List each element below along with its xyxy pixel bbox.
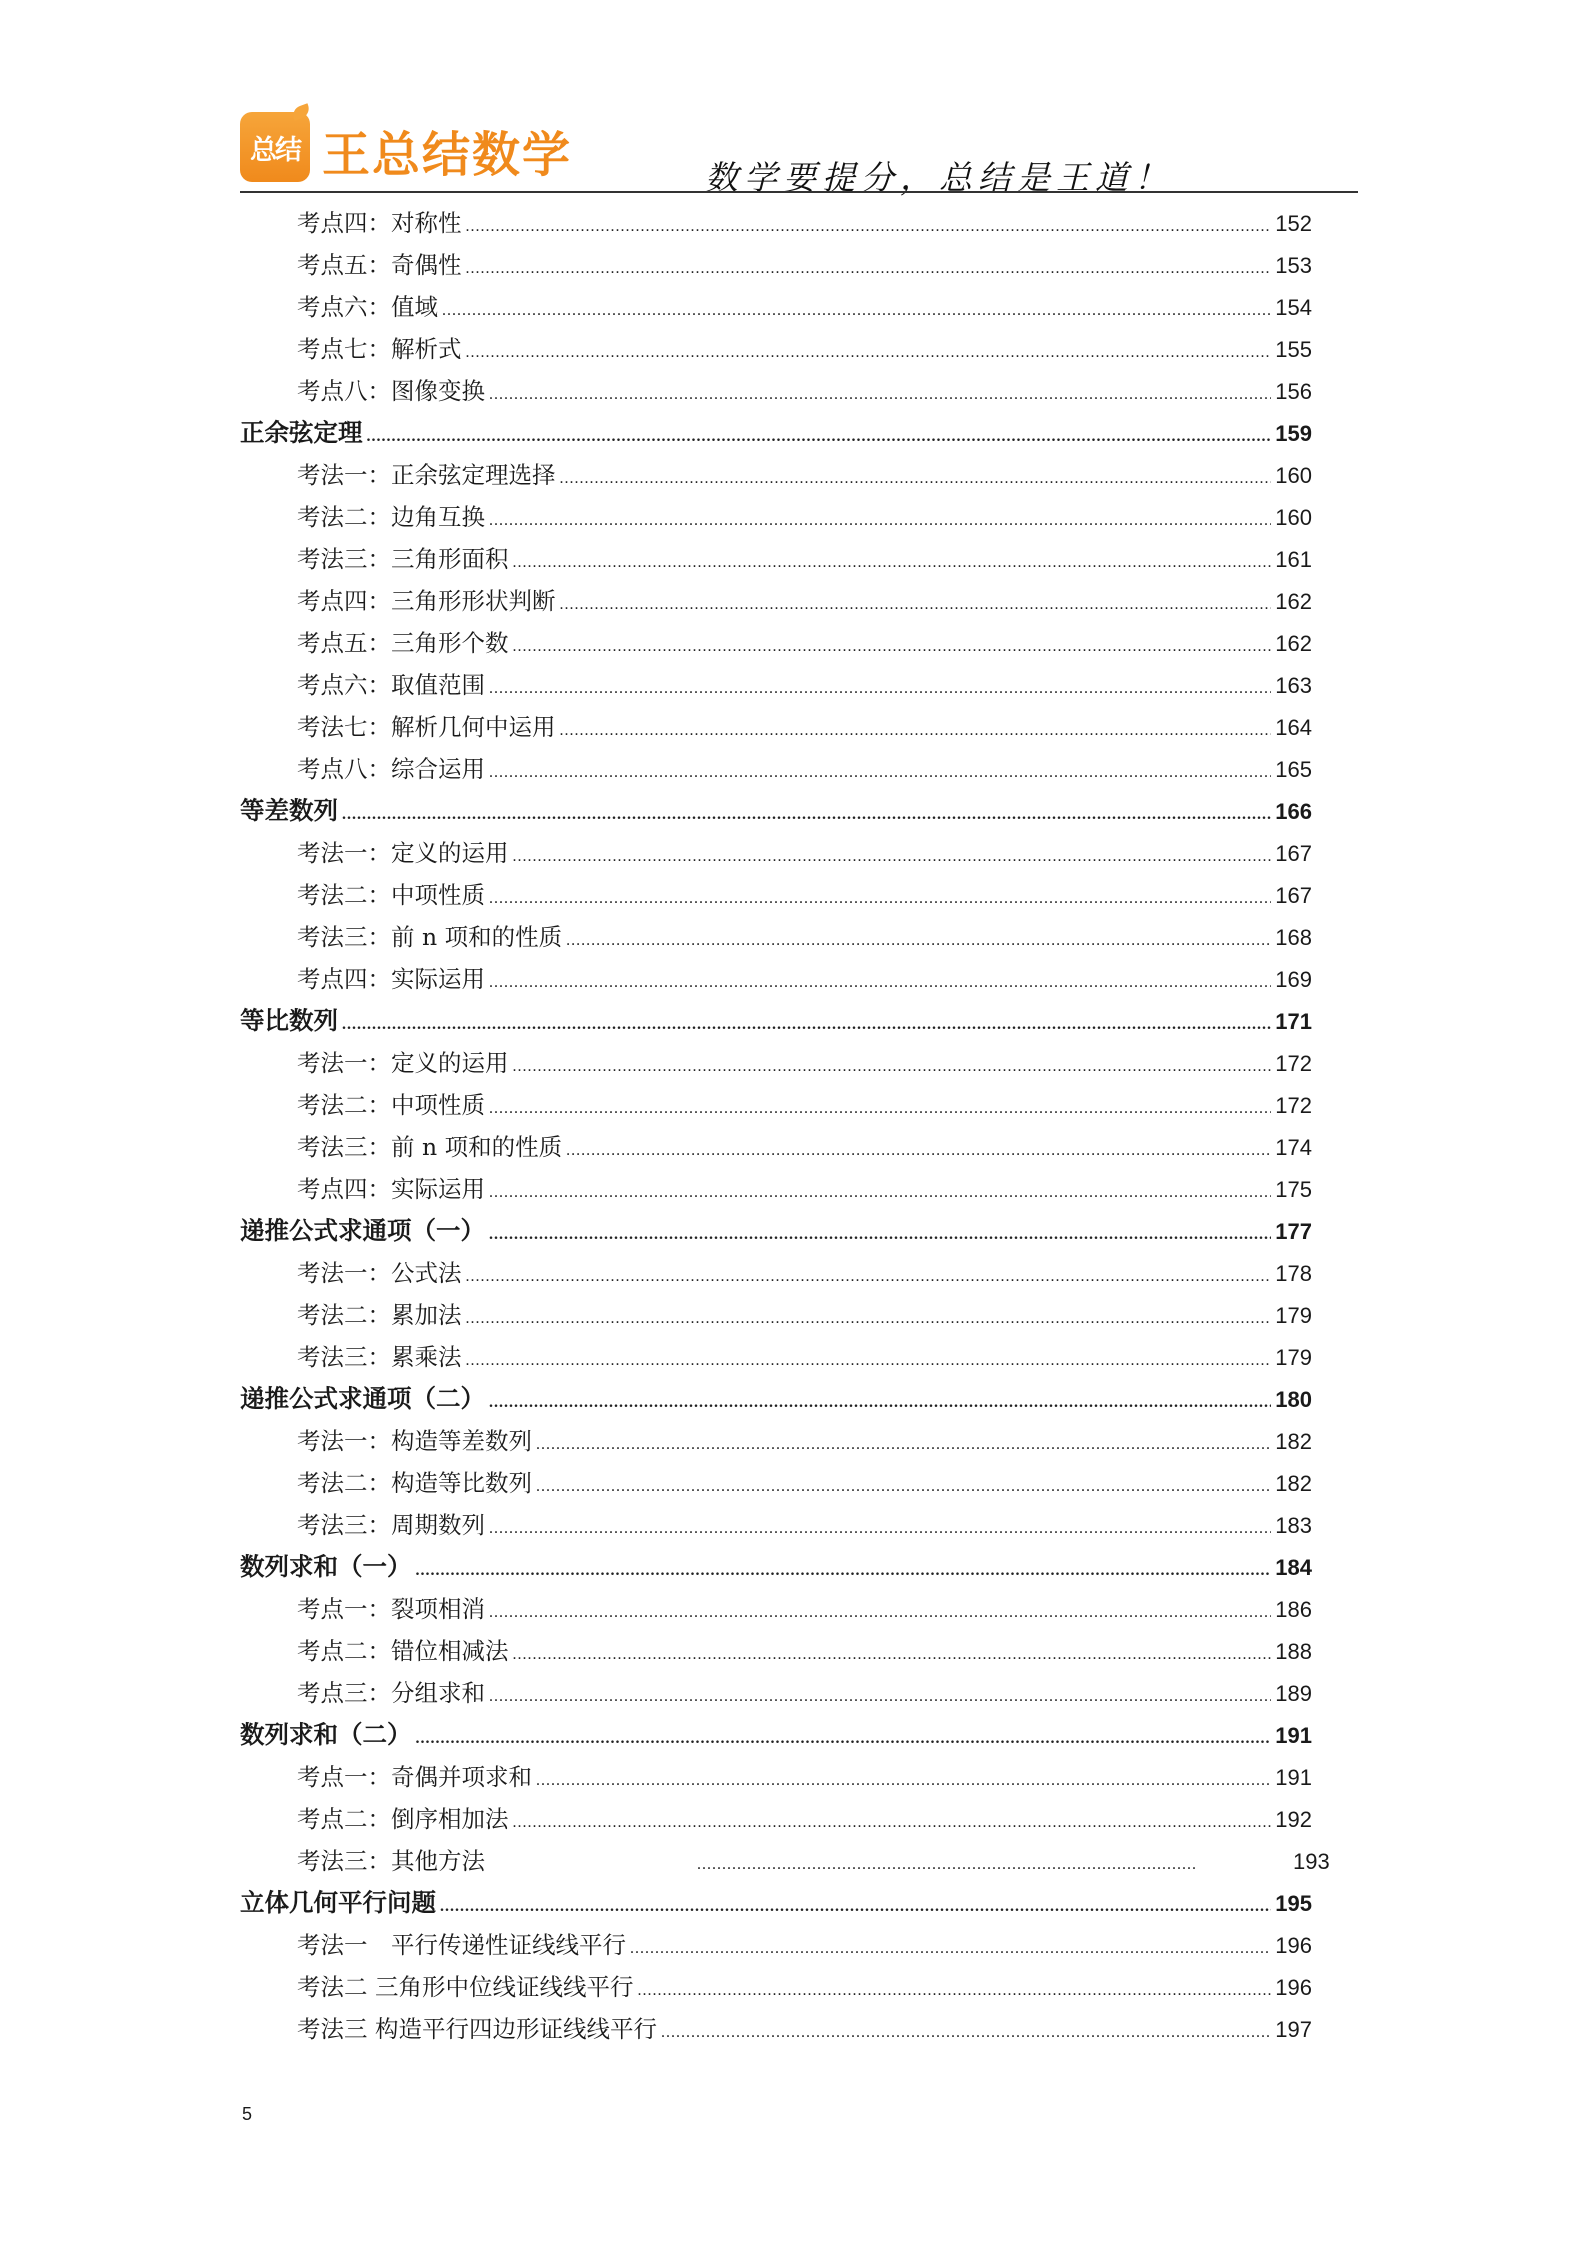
logo-badge bbox=[240, 112, 310, 182]
toc-entry-label: 考点八：图像变换 bbox=[297, 377, 485, 405]
toc-entry-page-number: 161 bbox=[1275, 547, 1312, 572]
toc-entry-page-number: 192 bbox=[1275, 1807, 1312, 1832]
toc-entry-page-number: 183 bbox=[1275, 1513, 1312, 1538]
toc-chapter-entry[interactable] bbox=[240, 1380, 1312, 1422]
toc-entry-page-number: 178 bbox=[1275, 1261, 1312, 1286]
dot-leader bbox=[489, 1688, 1271, 1706]
dot-leader bbox=[489, 974, 1271, 992]
toc-section-entry[interactable] bbox=[240, 372, 1312, 414]
toc-entry-label: 数列求和（一） bbox=[240, 1552, 412, 1581]
page-header bbox=[240, 108, 1358, 197]
toc-entry-page-number: 162 bbox=[1275, 589, 1312, 614]
dot-leader bbox=[489, 1100, 1271, 1118]
toc-chapter-entry[interactable] bbox=[240, 1716, 1312, 1758]
toc-entry-page-number: 171 bbox=[1275, 1009, 1312, 1034]
dot-leader bbox=[513, 1814, 1272, 1832]
toc-section-entry[interactable] bbox=[240, 330, 1312, 372]
dot-leader bbox=[489, 764, 1271, 782]
dot-leader bbox=[440, 1898, 1271, 1916]
dot-leader bbox=[367, 428, 1272, 446]
toc-section-entry[interactable] bbox=[240, 1926, 1312, 1968]
toc-entry-label: 考点六：值域 bbox=[297, 293, 438, 321]
dot-leader bbox=[489, 1184, 1271, 1202]
dot-leader bbox=[560, 470, 1272, 488]
toc-entry-page-number: 156 bbox=[1275, 379, 1312, 404]
toc-entry-page-number: 188 bbox=[1275, 1639, 1312, 1664]
toc-entry-label: 考点八：综合运用 bbox=[297, 755, 485, 783]
toc-entry-page-number: 153 bbox=[1275, 253, 1312, 278]
toc-entry-label: 考法二：边角互换 bbox=[297, 503, 485, 531]
toc-section-entry[interactable] bbox=[240, 1044, 1312, 1086]
toc-entry-page-number: 196 bbox=[1275, 1975, 1312, 2000]
toc-chapter-entry[interactable] bbox=[240, 1002, 1312, 1044]
toc-entry-page-number: 169 bbox=[1275, 967, 1312, 992]
toc-entry-label: 等比数列 bbox=[240, 1006, 338, 1035]
toc-entry-page-number: 160 bbox=[1275, 463, 1312, 488]
toc-entry-label: 考点五：奇偶性 bbox=[297, 251, 462, 279]
dot-leader bbox=[536, 1478, 1271, 1496]
toc-entry-page-number: 177 bbox=[1275, 1219, 1312, 1244]
toc-chapter-entry[interactable] bbox=[240, 414, 1312, 456]
logo-badge-text: 总结 bbox=[250, 134, 300, 166]
toc-section-entry[interactable] bbox=[240, 1590, 1312, 1632]
toc-entry-page-number: 184 bbox=[1275, 1555, 1312, 1580]
dot-leader bbox=[536, 1772, 1271, 1790]
toc-entry-label: 考点一：裂项相消 bbox=[297, 1595, 485, 1623]
toc-entry-label: 考法二：累加法 bbox=[297, 1301, 462, 1329]
dot-leader bbox=[342, 1016, 1271, 1034]
toc-entry-page-number: 172 bbox=[1275, 1051, 1312, 1076]
header-divider bbox=[240, 191, 1358, 193]
dot-leader bbox=[489, 1226, 1271, 1244]
dot-leader bbox=[513, 1646, 1272, 1664]
toc-entry-label: 考点四：对称性 bbox=[297, 209, 462, 237]
toc-entry-page-number: 155 bbox=[1275, 337, 1312, 362]
toc-section-entry[interactable] bbox=[240, 834, 1312, 876]
toc-section-entry[interactable] bbox=[240, 498, 1312, 540]
toc-section-entry[interactable] bbox=[240, 1086, 1312, 1128]
toc-section-entry[interactable] bbox=[240, 708, 1312, 750]
dot-leader bbox=[637, 1982, 1271, 2000]
toc-entry-label: 考法三 构造平行四边形证线线平行 bbox=[297, 2015, 657, 2043]
toc-entry-page-number: 191 bbox=[1275, 1765, 1312, 1790]
toc-entry-label: 考法一 平行传递性证线线平行 bbox=[297, 1931, 626, 1959]
dot-leader bbox=[416, 1562, 1272, 1580]
toc-entry-page-number: 195 bbox=[1275, 1891, 1312, 1916]
toc-entry-page-number: 189 bbox=[1275, 1681, 1312, 1706]
toc-entry-label: 立体几何平行问题 bbox=[240, 1888, 436, 1917]
toc-section-entry[interactable] bbox=[240, 1674, 1312, 1716]
dot-leader bbox=[489, 1604, 1271, 1622]
toc-entry-page-number: 160 bbox=[1275, 505, 1312, 530]
toc-entry-label: 考法二 三角形中位线证线线平行 bbox=[297, 1973, 634, 2001]
toc-entry-page-number: 180 bbox=[1275, 1387, 1312, 1412]
toc-entry-label: 考法一：定义的运用 bbox=[297, 839, 509, 867]
brand-name: 王总结数学 bbox=[322, 127, 573, 183]
dot-leader bbox=[489, 386, 1271, 404]
toc-section-entry[interactable] bbox=[240, 876, 1312, 918]
toc-entry-page-number: 159 bbox=[1275, 421, 1312, 446]
toc-entry-page-number: 152 bbox=[1275, 211, 1312, 236]
toc-section-entry[interactable] bbox=[240, 1506, 1312, 1548]
toc-section-entry[interactable] bbox=[240, 624, 1312, 666]
toc-entry-label: 递推公式求通项（一） bbox=[240, 1216, 485, 1245]
dot-leader bbox=[536, 1436, 1271, 1454]
toc-entry-page-number: 168 bbox=[1275, 925, 1312, 950]
table-of-contents bbox=[240, 204, 1330, 2052]
toc-section-entry[interactable] bbox=[240, 1842, 1330, 1884]
dot-leader bbox=[566, 932, 1271, 950]
dot-leader bbox=[560, 722, 1272, 740]
dot-leader bbox=[466, 218, 1272, 236]
toc-entry-label: 考点五：三角形个数 bbox=[297, 629, 509, 657]
toc-entry-label: 正余弦定理 bbox=[240, 418, 363, 447]
toc-chapter-entry[interactable] bbox=[240, 792, 1312, 834]
toc-section-entry[interactable] bbox=[240, 456, 1312, 498]
toc-entry-label: 考法三：前 n 项和的性质 bbox=[297, 1133, 563, 1161]
toc-section-entry[interactable] bbox=[240, 1296, 1312, 1338]
toc-entry-label: 考法三：其他方法 bbox=[297, 1847, 485, 1875]
toc-entry-label: 等差数列 bbox=[240, 796, 338, 825]
toc-section-entry[interactable] bbox=[240, 582, 1312, 624]
dot-leader bbox=[513, 638, 1272, 656]
dot-leader bbox=[661, 2024, 1271, 2042]
toc-section-entry[interactable] bbox=[240, 1968, 1312, 2010]
toc-section-entry[interactable] bbox=[240, 1338, 1312, 1380]
toc-entry-page-number: 175 bbox=[1275, 1177, 1312, 1202]
dot-leader bbox=[466, 1352, 1272, 1370]
dot-leader bbox=[489, 1394, 1271, 1412]
toc-section-entry[interactable] bbox=[240, 1800, 1312, 1842]
toc-entry-label: 考法一：正余弦定理选择 bbox=[297, 461, 556, 489]
toc-entry-page-number: 163 bbox=[1275, 673, 1312, 698]
toc-entry-page-number: 167 bbox=[1275, 883, 1312, 908]
dot-leader bbox=[342, 806, 1271, 824]
toc-entry-label: 考点三：分组求和 bbox=[297, 1679, 485, 1707]
toc-entry-label: 考点六：取值范围 bbox=[297, 671, 485, 699]
dot-leader bbox=[489, 890, 1271, 908]
toc-section-entry[interactable] bbox=[240, 1254, 1312, 1296]
toc-section-entry[interactable] bbox=[240, 1632, 1312, 1674]
page-number: 5 bbox=[242, 2104, 253, 2124]
toc-entry-label: 考点二：倒序相加法 bbox=[297, 1805, 509, 1833]
dot-leader bbox=[466, 1268, 1272, 1286]
slogan: 数学要提分，总结是王道！ bbox=[705, 158, 1173, 197]
toc-entry-label: 考法三：累乘法 bbox=[297, 1343, 462, 1371]
toc-entry-page-number: 179 bbox=[1275, 1303, 1312, 1328]
toc-entry-page-number: 167 bbox=[1275, 841, 1312, 866]
dot-leader bbox=[630, 1940, 1271, 1958]
toc-section-entry[interactable] bbox=[240, 1170, 1312, 1212]
dot-leader bbox=[560, 596, 1272, 614]
dot-leader bbox=[697, 1856, 1197, 1874]
toc-entry-page-number: 193 bbox=[1293, 1849, 1330, 1874]
toc-entry-label: 考法二：中项性质 bbox=[297, 1091, 485, 1119]
toc-entry-label: 考点四：三角形形状判断 bbox=[297, 587, 556, 615]
toc-entry-page-number: 174 bbox=[1275, 1135, 1312, 1160]
toc-entry-label: 考法三：周期数列 bbox=[297, 1511, 485, 1539]
toc-section-entry[interactable] bbox=[240, 204, 1312, 246]
toc-entry-page-number: 191 bbox=[1275, 1723, 1312, 1748]
toc-entry-label: 考点七：解析式 bbox=[297, 335, 462, 363]
toc-entry-label: 递推公式求通项（二） bbox=[240, 1384, 485, 1413]
toc-entry-label: 数列求和（二） bbox=[240, 1720, 412, 1749]
toc-section-entry[interactable] bbox=[240, 1464, 1312, 1506]
toc-section-entry[interactable] bbox=[240, 540, 1312, 582]
toc-section-entry[interactable] bbox=[240, 1422, 1312, 1464]
toc-section-entry[interactable] bbox=[240, 1128, 1312, 1170]
dot-leader bbox=[489, 1520, 1271, 1538]
dot-leader bbox=[466, 1310, 1272, 1328]
toc-section-entry[interactable] bbox=[240, 2010, 1312, 2052]
toc-entry-label: 考法一：构造等差数列 bbox=[297, 1427, 532, 1455]
dot-leader bbox=[489, 512, 1271, 530]
toc-entry-label: 考法二：构造等比数列 bbox=[297, 1469, 532, 1497]
toc-entry-page-number: 172 bbox=[1275, 1093, 1312, 1118]
toc-entry-label: 考点二：错位相减法 bbox=[297, 1637, 509, 1665]
toc-section-entry[interactable] bbox=[240, 960, 1312, 1002]
toc-entry-label: 考法三：三角形面积 bbox=[297, 545, 509, 573]
toc-entry-label: 考点一：奇偶并项求和 bbox=[297, 1763, 532, 1791]
toc-entry-label: 考法三：前 n 项和的性质 bbox=[297, 923, 563, 951]
toc-entry-page-number: 164 bbox=[1275, 715, 1312, 740]
toc-section-entry[interactable] bbox=[240, 750, 1312, 792]
toc-entry-label: 考法二：中项性质 bbox=[297, 881, 485, 909]
toc-entry-label: 考法一：定义的运用 bbox=[297, 1049, 509, 1077]
toc-section-entry[interactable] bbox=[240, 1758, 1312, 1800]
dot-leader bbox=[513, 848, 1272, 866]
dot-leader bbox=[466, 344, 1272, 362]
toc-entry-label: 考点四：实际运用 bbox=[297, 1175, 485, 1203]
toc-entry-page-number: 196 bbox=[1275, 1933, 1312, 1958]
toc-section-entry[interactable] bbox=[240, 288, 1312, 330]
toc-chapter-entry[interactable] bbox=[240, 1212, 1312, 1254]
toc-chapter-entry[interactable] bbox=[240, 1548, 1312, 1590]
toc-entry-label: 考法一：公式法 bbox=[297, 1259, 462, 1287]
toc-entry-page-number: 154 bbox=[1275, 295, 1312, 320]
toc-section-entry[interactable] bbox=[240, 666, 1312, 708]
dot-leader bbox=[466, 260, 1272, 278]
dot-leader bbox=[513, 1058, 1272, 1076]
toc-entry-page-number: 186 bbox=[1275, 1597, 1312, 1622]
dot-leader bbox=[513, 554, 1272, 572]
dot-leader bbox=[489, 680, 1271, 698]
toc-entry-page-number: 197 bbox=[1275, 2017, 1312, 2042]
toc-entry-page-number: 179 bbox=[1275, 1345, 1312, 1370]
dot-leader bbox=[566, 1142, 1271, 1160]
toc-section-entry[interactable] bbox=[240, 246, 1312, 288]
toc-entry-page-number: 166 bbox=[1275, 799, 1312, 824]
toc-entry-label: 考法七：解析几何中运用 bbox=[297, 713, 556, 741]
toc-chapter-entry[interactable] bbox=[240, 1884, 1312, 1926]
toc-entry-page-number: 182 bbox=[1275, 1471, 1312, 1496]
leaf-icon bbox=[290, 103, 311, 120]
toc-entry-page-number: 182 bbox=[1275, 1429, 1312, 1454]
toc-entry-page-number: 162 bbox=[1275, 631, 1312, 656]
dot-leader bbox=[416, 1730, 1272, 1748]
toc-entry-page-number: 165 bbox=[1275, 757, 1312, 782]
dot-leader bbox=[442, 302, 1271, 320]
toc-entry-label: 考点四：实际运用 bbox=[297, 965, 485, 993]
toc-section-entry[interactable] bbox=[240, 918, 1312, 960]
